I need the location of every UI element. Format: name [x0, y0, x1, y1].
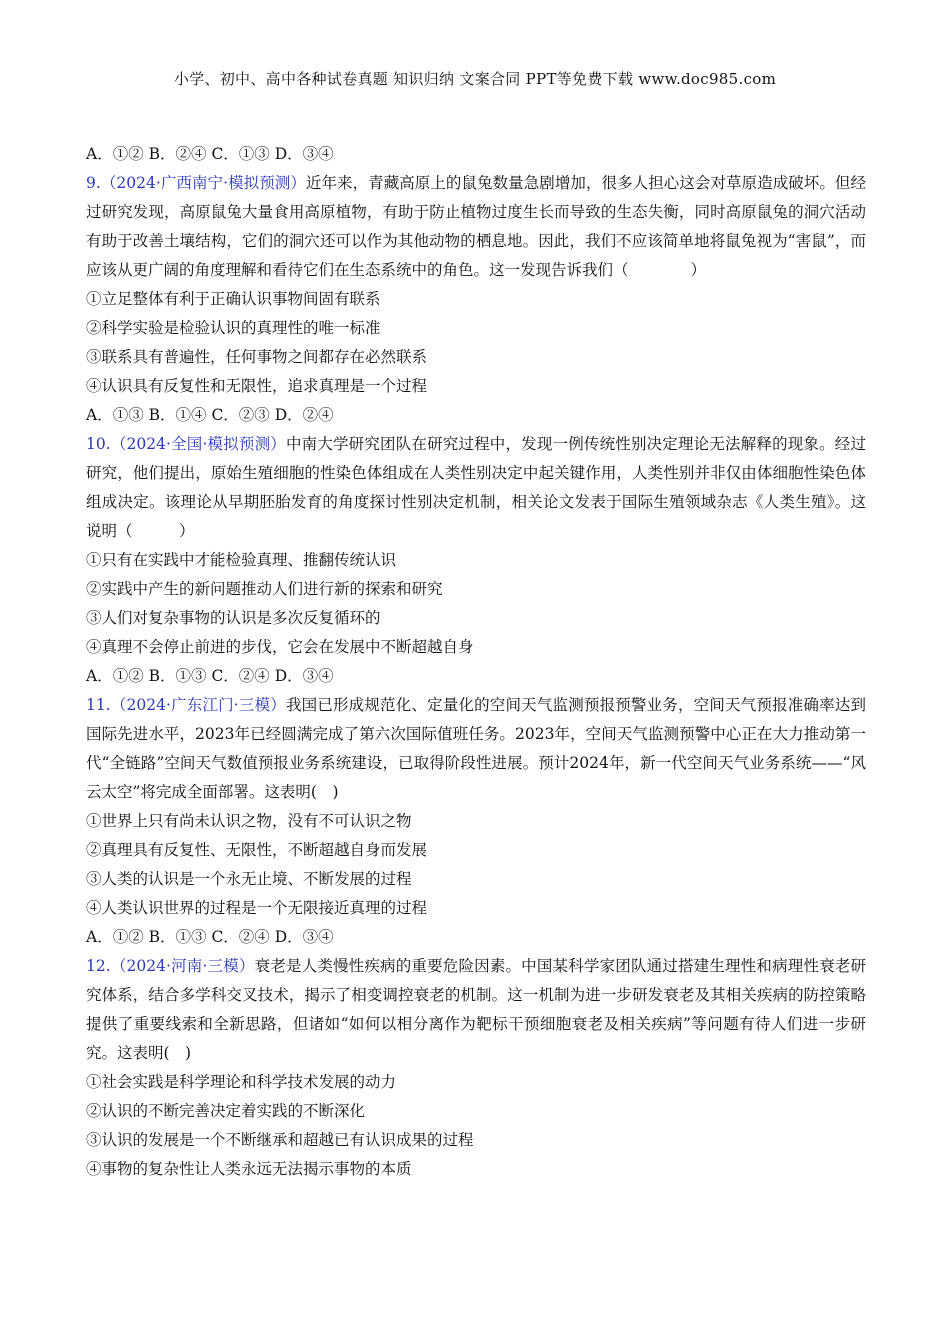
- question-stem: [86, 169, 866, 285]
- question-source: （2024·河南·三模）: [110, 957, 255, 975]
- option-1: ①立足整体有利于正确认识事物间固有联系: [86, 290, 381, 308]
- option-2: ②认识的不断完善决定着实践的不断深化: [86, 1102, 366, 1120]
- option-4: ④认识具有反复性和无限性，追求真理是一个过程: [86, 377, 428, 395]
- question-number: 11.: [86, 696, 111, 714]
- option-3: ③人们对复杂事物的认识是多次反复循环的: [86, 609, 381, 627]
- option-3: ③认识的发展是一个不断继承和超越已有认识成果的过程: [86, 1131, 474, 1149]
- page-header: 小学、初中、高中各种试卷真题 知识归纳 文案合同 PPT等免费下载 www.doc985.com: [173, 70, 777, 88]
- question-text: 近年来，青藏高原上的鼠兔数量急剧增加，很多人担心这会对草原造成破坏。但经过研究发现，高原鼠兔大量食用高原植物，有助于防止植物过度生长而导致的生态失衡，同时高原鼠兔的洞穴活动有助于改善土壤结构，它们的洞穴还可以作为其他动物的栖息地。因此，我们不应该简单地将鼠兔视为“害鼠”，而应该从更广阔的角度理解和看待它们在生态系统中的角色。这一发现告诉我们（ ）: [86, 174, 866, 279]
- question-12: [86, 952, 866, 1184]
- option-4: ④真理不会停止前进的步伐，它会在发展中不断超越自身: [86, 638, 474, 656]
- option-1: ①社会实践是科学理论和科学技术发展的动力: [86, 1073, 397, 1091]
- question-11: [86, 691, 866, 952]
- option-2: ②实践中产生的新问题推动人们进行新的探索和研究: [86, 580, 443, 598]
- question-source: （2024·广西南宁·模拟预测）: [100, 174, 306, 192]
- answer-choices: A．①② B．①③ C．②④ D．③④: [86, 928, 334, 946]
- question-text: 中南大学研究团队在研究过程中，发现一例传统性别决定理论无法解释的现象。经过研究，他们提出，原始生殖细胞的性染色体组成在人类性别决定中起关键作用，人类性别并非仅由体细胞性染色体组成决定。该理论从早期胚胎发育的角度探讨性别决定机制，相关论文发表于国际生殖领域杂志《人类生殖》。这说明（ ）: [86, 435, 866, 540]
- question-9: [86, 169, 866, 430]
- question-10: [86, 430, 866, 691]
- question-stem: [86, 691, 866, 807]
- option-2: ②科学实验是检验认识的真理性的唯一标准: [86, 319, 381, 337]
- option-1: ①世界上只有尚未认识之物，没有不可认识之物: [86, 812, 412, 830]
- question-number: 10.: [86, 435, 111, 453]
- prev-answer-choices: A．①② B．②④ C．①③ D．③④: [86, 145, 334, 163]
- option-3: ③人类的认识是一个永无止境、不断发展的过程: [86, 870, 412, 888]
- question-number: 12.: [86, 957, 111, 975]
- option-4: ④事物的复杂性让人类永远无法揭示事物的本质: [86, 1160, 412, 1178]
- question-text: 我国已形成规范化、定量化的空间天气监测预报预警业务，空间天气预报准确率达到国际先进水平，2023年已经圆满完成了第六次国际值班任务。2023年，空间天气监测预警中心正在大力推动第一代“全链路”空间天气数值预报业务系统建设，已取得阶段性进展。预计2024年，新一代空间天气业务系统——“风云太空”将完成全面部署。这表明( ): [86, 696, 866, 801]
- option-3: ③联系具有普遍性，任何事物之间都存在必然联系: [86, 348, 428, 366]
- answer-choices: A．①② B．①③ C．②④ D．③④: [86, 667, 334, 685]
- question-stem: [86, 430, 866, 546]
- question-text: 衰老是人类慢性疾病的重要危险因素。中国某科学家团队通过搭建生理性和病理性衰老研究体系，结合多学科交叉技术，揭示了相变调控衰老的机制。这一机制为进一步研发衰老及其相关疾病的防控策略提供了重要线索和全新思路，但诸如“如何以相分离作为靶标干预细胞衰老及相关疾病”等问题有待人们进一步研究。这表明( ): [86, 957, 866, 1062]
- document-body: [86, 140, 866, 1184]
- question-source: （2024·全国·模拟预测）: [110, 435, 286, 453]
- option-1: ①只有在实践中才能检验真理、推翻传统认识: [86, 551, 397, 569]
- option-2: ②真理具有反复性、无限性，不断超越自身而发展: [86, 841, 428, 859]
- question-stem: [86, 952, 866, 1068]
- question-source: （2024·广东江门·三模）: [110, 696, 286, 714]
- question-number: 9.: [86, 174, 101, 192]
- answer-choices: A．①③ B．①④ C．②③ D．②④: [86, 406, 334, 424]
- option-4: ④人类认识世界的过程是一个无限接近真理的过程: [86, 899, 428, 917]
